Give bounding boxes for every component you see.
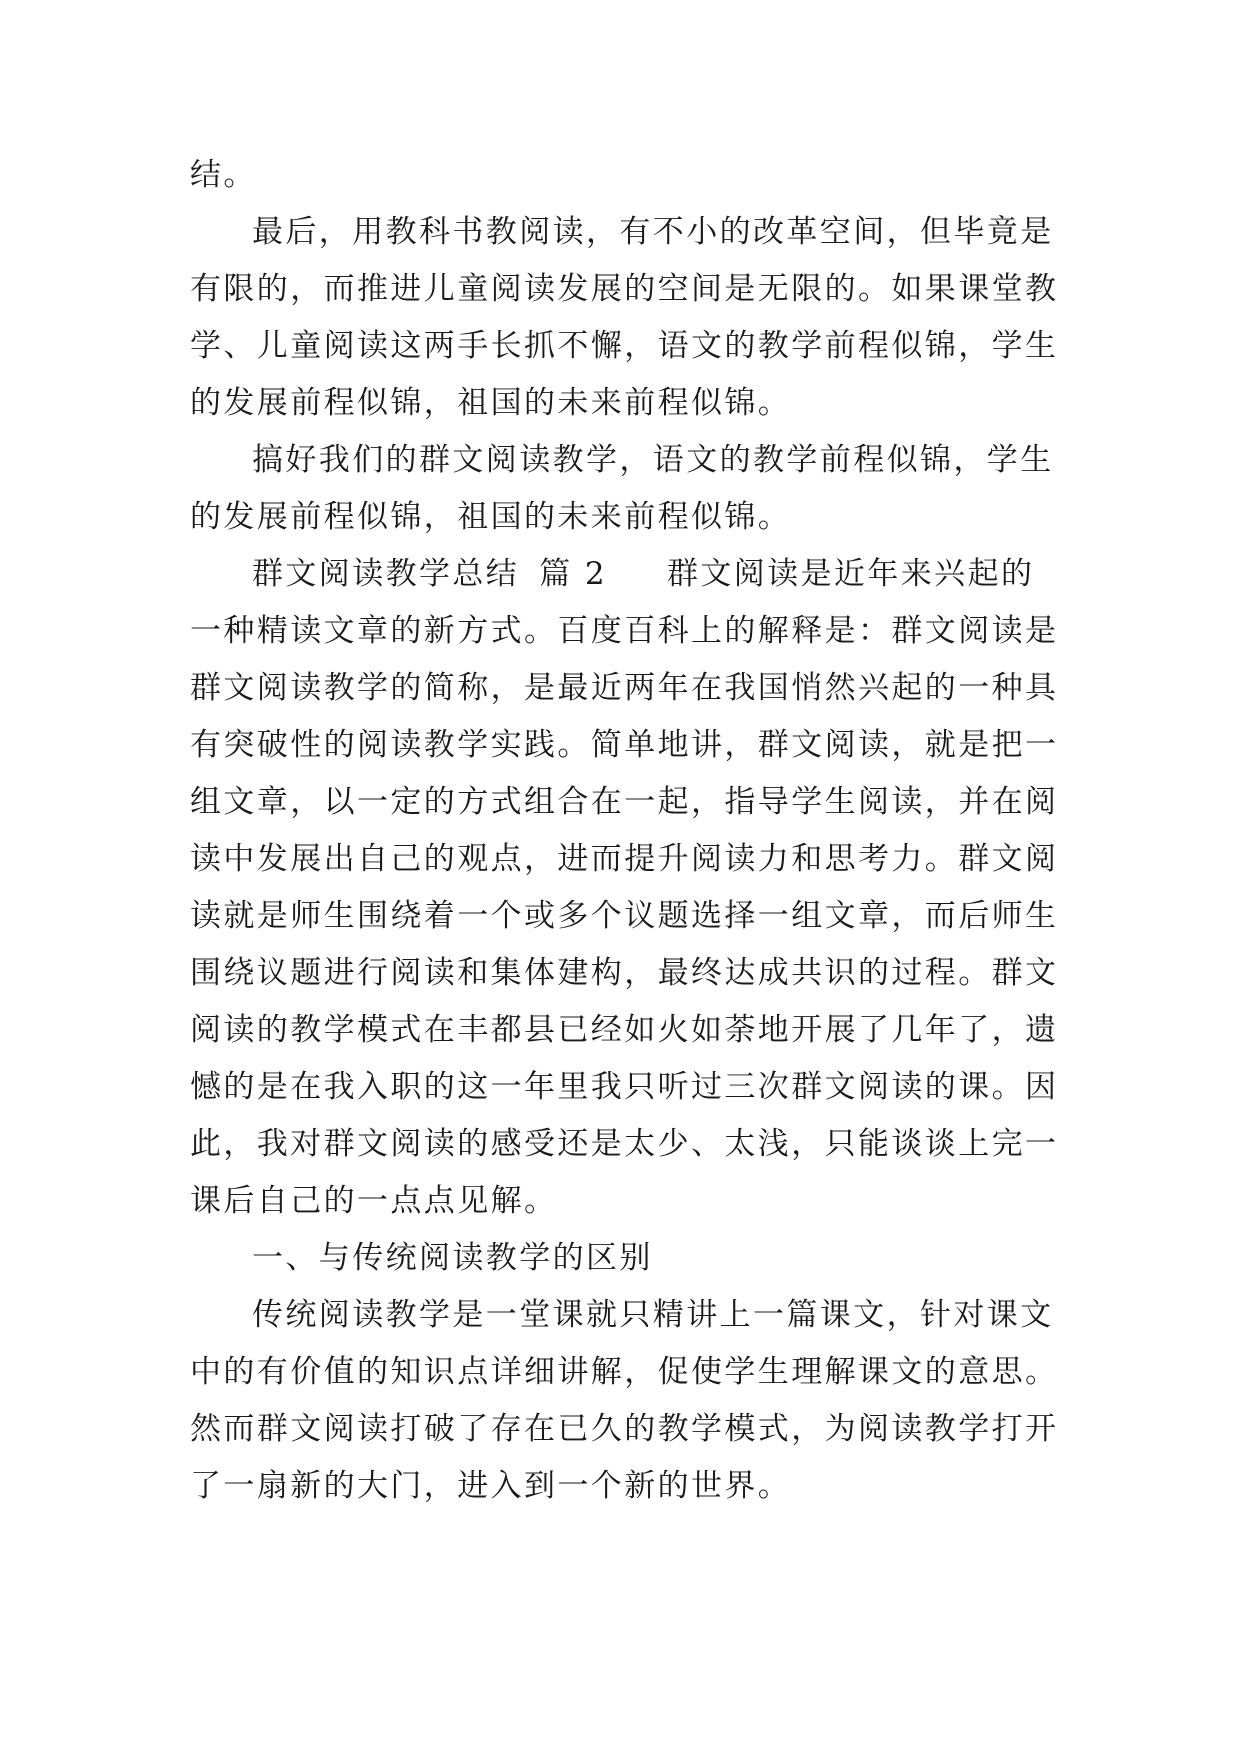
text-line: 憾的是在我入职的这一年里我只听过三次群文阅读的课。因 [190,1069,1059,1105]
text-line: 有限的，而推进儿童阅读发展的空间是无限的。如果课堂教 [190,271,1059,307]
text-line: 的发展前程似锦，祖国的未来前程似锦。 [190,385,792,421]
text-line: 学、儿童阅读这两手长抓不懈，语文的教学前程似锦，学生 [190,328,1059,364]
text-line: 阅读的教学模式在丰都县已经如火如荼地开展了几年了，遗 [190,1012,1059,1048]
text-line: 一种精读文章的新方式。百度百科上的解释是：群文阅读是 [190,613,1059,649]
section-lead-text: 群文阅读是近年来兴起的 [666,556,1035,592]
subheading: 一、与传统阅读教学的区别 [252,1240,653,1276]
text-line: 传统阅读教学是一堂课就只精讲上一篇课文，针对课文 [252,1297,1054,1333]
section-heading-line [252,554,1034,594]
text-line: 中的有价值的知识点详细讲解，促使学生理解课文的意思。 [190,1354,1059,1390]
text-line: 最后，用教科书教阅读，有不小的改革空间，但毕竟是 [252,214,1054,250]
text-line: 的发展前程似锦，祖国的未来前程似锦。 [190,499,792,535]
section-part-number: 篇 2 [539,556,607,592]
text-line: 群文阅读教学的简称，是最近两年在我国悄然兴起的一种具 [190,670,1059,706]
text-line: 组文章，以一定的方式组合在一起，指导学生阅读，并在阅 [190,784,1059,820]
text-line: 结。 [190,157,257,193]
text-line: 围绕议题进行阅读和集体建构，最终达成共识的过程。群文 [190,955,1059,991]
text-line: 课后自己的一点点见解。 [190,1183,558,1219]
text-line: 读就是师生围绕着一个或多个议题选择一组文章，而后师生 [190,898,1059,934]
section-title: 群文阅读教学总结 [252,556,520,592]
document-page [190,155,1060,1715]
text-line: 搞好我们的群文阅读教学，语文的教学前程似锦，学生 [252,442,1054,478]
text-line: 然而群文阅读打破了存在已久的教学模式，为阅读教学打开 [190,1411,1059,1447]
text-line: 此，我对群文阅读的感受还是太少、太浅，只能谈谈上完一 [190,1126,1059,1162]
text-line: 有突破性的阅读教学实践。简单地讲，群文阅读，就是把一 [190,727,1059,763]
text-line: 读中发展出自己的观点，进而提升阅读力和思考力。群文阅 [190,841,1059,877]
text-line: 了一扇新的大门，进入到一个新的世界。 [190,1468,792,1504]
